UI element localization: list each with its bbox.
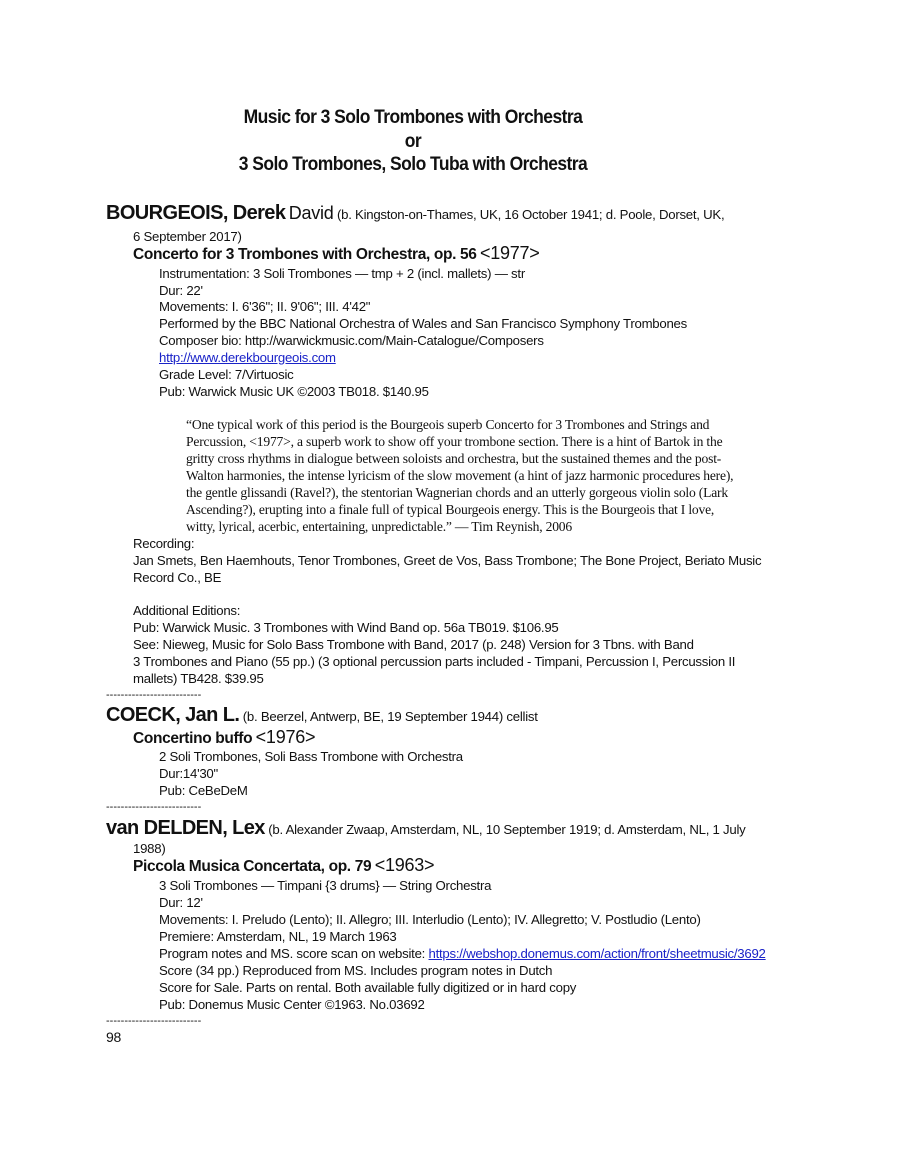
- work-detail: Dur: 22': [159, 283, 203, 298]
- work-title: Piccola Musica Concertata, op. 79: [133, 858, 372, 875]
- entry-separator: --------------------------: [106, 689, 202, 701]
- additional-editions-label: Additional Editions:: [133, 603, 241, 618]
- composer-entry-van-delden: [106, 817, 746, 839]
- composer-website-link-wrap: [159, 349, 336, 366]
- quote-line: “One typical work of this period is the Bourgeois superb Concerto for 3 Trombones and Strings and: [186, 417, 710, 432]
- recording-label: Recording:: [133, 536, 195, 551]
- program-notes-line: [159, 945, 766, 962]
- page-heading-line-1: Music for 3 Solo Trombones with Orchestra: [243, 107, 583, 128]
- work-year: <1963>: [374, 855, 435, 875]
- work-detail: Pub: CeBeDeM: [159, 783, 248, 798]
- work-detail: Score (34 pp.) Reproduced from MS. Includes program notes in Dutch: [159, 963, 553, 978]
- composer-bio-continued: 1988): [133, 841, 166, 856]
- work-title: Concerto for 3 Trombones with Orchestra, op. 56: [133, 246, 477, 263]
- page-number: 98: [106, 1029, 122, 1045]
- composer-entry-bourgeois: [106, 202, 725, 224]
- work-detail: Performed by the BBC National Orchestra of Wales and San Francisco Symphony Trombones: [159, 316, 687, 331]
- quote-line: gritty cross rhythms in dialogue between soloists and orchestra, but the sustained themes and the post-: [186, 451, 722, 466]
- page-heading-line-2: or: [404, 131, 422, 152]
- work-title: Concertino buffo: [133, 730, 253, 747]
- quote-line: the gentle glissandi (Ravel?), the stentorian Wagnerian chords and an utterly gorgeous violin solo (Lark: [186, 485, 728, 500]
- work-heading: [133, 245, 540, 263]
- work-detail: Premiere: Amsterdam, NL, 19 March 1963: [159, 929, 397, 944]
- composer-name: COECK, Jan L.: [106, 704, 240, 726]
- work-detail: Composer bio: http://warwickmusic.com/Main-Catalogue/Composers: [159, 333, 544, 348]
- work-detail: Score for Sale. Parts on rental. Both available fully digitized or in hard copy: [159, 980, 577, 995]
- entry-separator: --------------------------: [106, 1015, 202, 1027]
- composer-bio: (b. Kingston-on-Thames, UK, 16 October 1941; d. Poole, Dorset, UK,: [336, 207, 725, 222]
- work-detail: Instrumentation: 3 Soli Trombones — tmp + 2 (incl. mallets) — str: [159, 266, 525, 281]
- work-detail: Dur: 12': [159, 895, 203, 910]
- composer-entry-coeck: [106, 704, 538, 726]
- work-year: <1976>: [255, 727, 316, 747]
- recording-detail: Record Co., BE: [133, 570, 222, 585]
- work-detail: 3 Soli Trombones — Timpani {3 drums} — String Orchestra: [159, 878, 492, 893]
- composer-bio: (b. Alexander Zwaap, Amsterdam, NL, 10 September 1919; d. Amsterdam, NL, 1 July: [268, 822, 746, 837]
- program-notes-label: Program notes and MS. score scan on website:: [159, 946, 426, 961]
- work-detail: 2 Soli Trombones, Soli Bass Trombone with Orchestra: [159, 749, 463, 764]
- quote-line: Walton harmonies, the intense lyricism of the slow movement (a hint of jazz harmonic procedures here),: [186, 468, 734, 483]
- composer-first-name: David: [288, 203, 334, 223]
- additional-edition: Pub: Warwick Music. 3 Trombones with Wind Band op. 56a TB019. $106.95: [133, 620, 559, 635]
- work-heading: [133, 857, 434, 875]
- composer-name: van DELDEN, Lex: [106, 817, 265, 839]
- additional-edition: See: Nieweg, Music for Solo Bass Trombone with Band, 2017 (p. 248) Version for 3 Tbns. with Band: [133, 637, 694, 652]
- quote-line: Percussion, <1977>, a superb work to show off your trombone section. There is a hint of Bartok in the: [186, 434, 723, 449]
- quote-line: witty, lyrical, acerbic, entertaining, unpredictable.” — Tim Reynish, 2006: [186, 519, 572, 534]
- page-heading-line-3: 3 Solo Trombones, Solo Tuba with Orchestra: [238, 154, 588, 175]
- composer-bio: (b. Beerzel, Antwerp, BE, 19 September 1944) cellist: [242, 709, 538, 724]
- work-year: <1977>: [479, 243, 540, 263]
- work-detail: Dur:14'30": [159, 766, 218, 781]
- additional-edition: mallets) TB428. $39.95: [133, 671, 264, 686]
- additional-edition: 3 Trombones and Piano (55 pp.) (3 optional percussion parts included - Timpani, Percussion I, Percussion II: [133, 654, 736, 669]
- donemus-score-link[interactable]: https://webshop.donemus.com/action/front/sheetmusic/3692: [428, 946, 766, 961]
- work-detail: Movements: I. Preludo (Lento); II. Allegro; III. Interludio (Lento); IV. Allegretto; V. Postludio (Lento): [159, 912, 701, 927]
- composer-name: BOURGEOIS, Derek: [106, 202, 286, 224]
- work-detail: Pub: Donemus Music Center ©1963. No.03692: [159, 997, 425, 1012]
- work-detail: Grade Level: 7/Virtuosic: [159, 367, 294, 382]
- composer-bio-continued: 6 September 2017): [133, 229, 242, 244]
- composer-website-link[interactable]: http://www.derekbourgeois.com: [159, 350, 336, 365]
- work-detail: Pub: Warwick Music UK ©2003 TB018. $140.95: [159, 384, 429, 399]
- work-heading: [133, 729, 315, 747]
- entry-separator: --------------------------: [106, 801, 202, 813]
- work-detail: Movements: I. 6'36"; II. 9'06"; III. 4'42": [159, 299, 371, 314]
- recording-detail: Jan Smets, Ben Haemhouts, Tenor Trombones, Greet de Vos, Bass Trombone; The Bone Project, Beriato Music: [133, 553, 762, 568]
- quote-line: Ascending?), erupting into a finale full of typical Bourgeois energy. This is the Bourgeois that I love,: [186, 502, 715, 517]
